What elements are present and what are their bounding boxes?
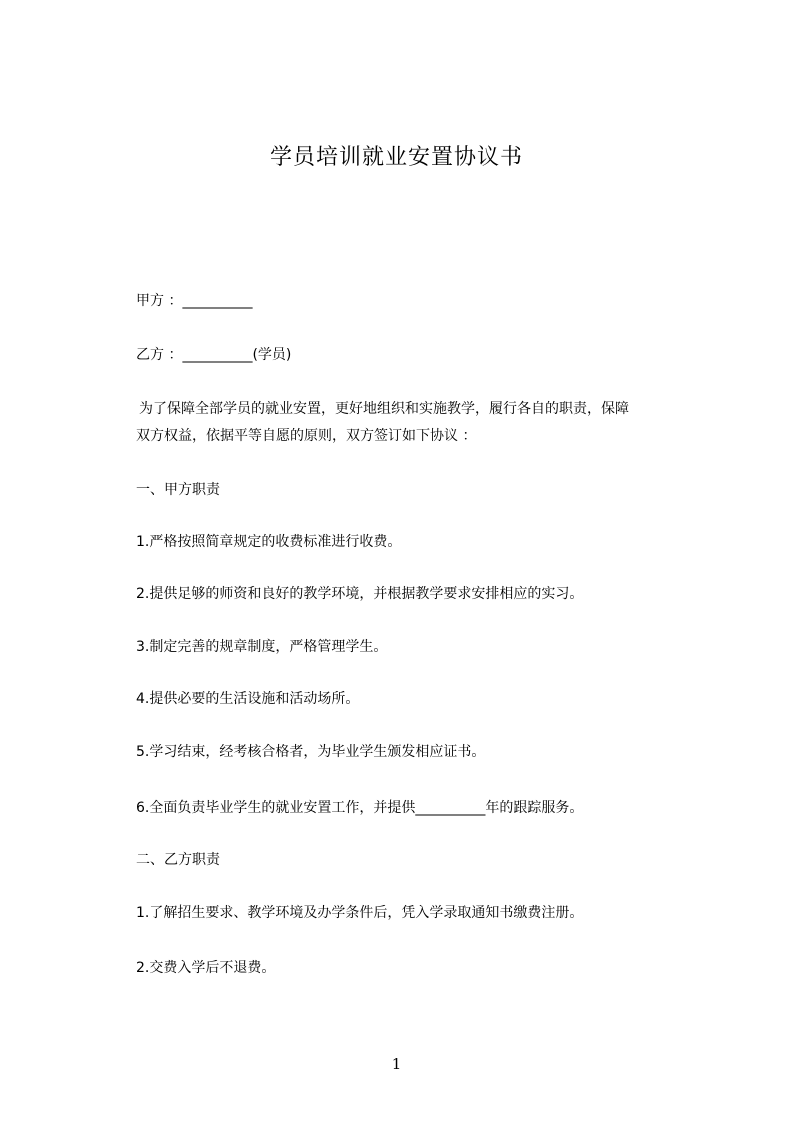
list-item: 3.制定完善的规章制度，严格管理学生。 xyxy=(136,639,388,655)
intro-line-1: 为了保障全部学员的就业安置，更好地组织和实施教学，履行各自的职责，保障 xyxy=(139,401,629,417)
intro-line-2: 双方权益，依据平等自愿的原则，双方签订如下协议 ： xyxy=(136,428,477,444)
section-heading-party-b: 二、乙方职责 xyxy=(136,852,220,868)
document-title: 学员培训就业安置协议书 xyxy=(269,145,523,170)
list-item: 2.提供足够的师资和良好的教学环境，并根据教学要求安排相应的实习。 xyxy=(136,586,584,602)
list-item: 1.严格按照简章规定的收费标准进行收费。 xyxy=(136,534,402,550)
list-item: 6.全面负责毕业学生的就业安置工作，并提供__________年的跟踪服务。 xyxy=(136,800,584,816)
party-a-line: 甲方 ：__________ xyxy=(136,293,253,309)
list-item: 5.学习结束，经考核合格者，为毕业学生颁发相应证书。 xyxy=(136,744,486,760)
section-heading-party-a: 一、甲方职责 xyxy=(136,482,220,498)
page-number: 1 xyxy=(391,1055,402,1073)
list-item: 4.提供必要的生活设施和活动场所。 xyxy=(136,691,360,707)
party-b-line: 乙方 ：__________(学员) xyxy=(136,347,292,363)
list-item: 2.交费入学后不退费。 xyxy=(136,960,276,976)
list-item: 1.了解招生要求、教学环境及办学条件后，凭入学录取通知书缴费注册。 xyxy=(136,905,584,921)
